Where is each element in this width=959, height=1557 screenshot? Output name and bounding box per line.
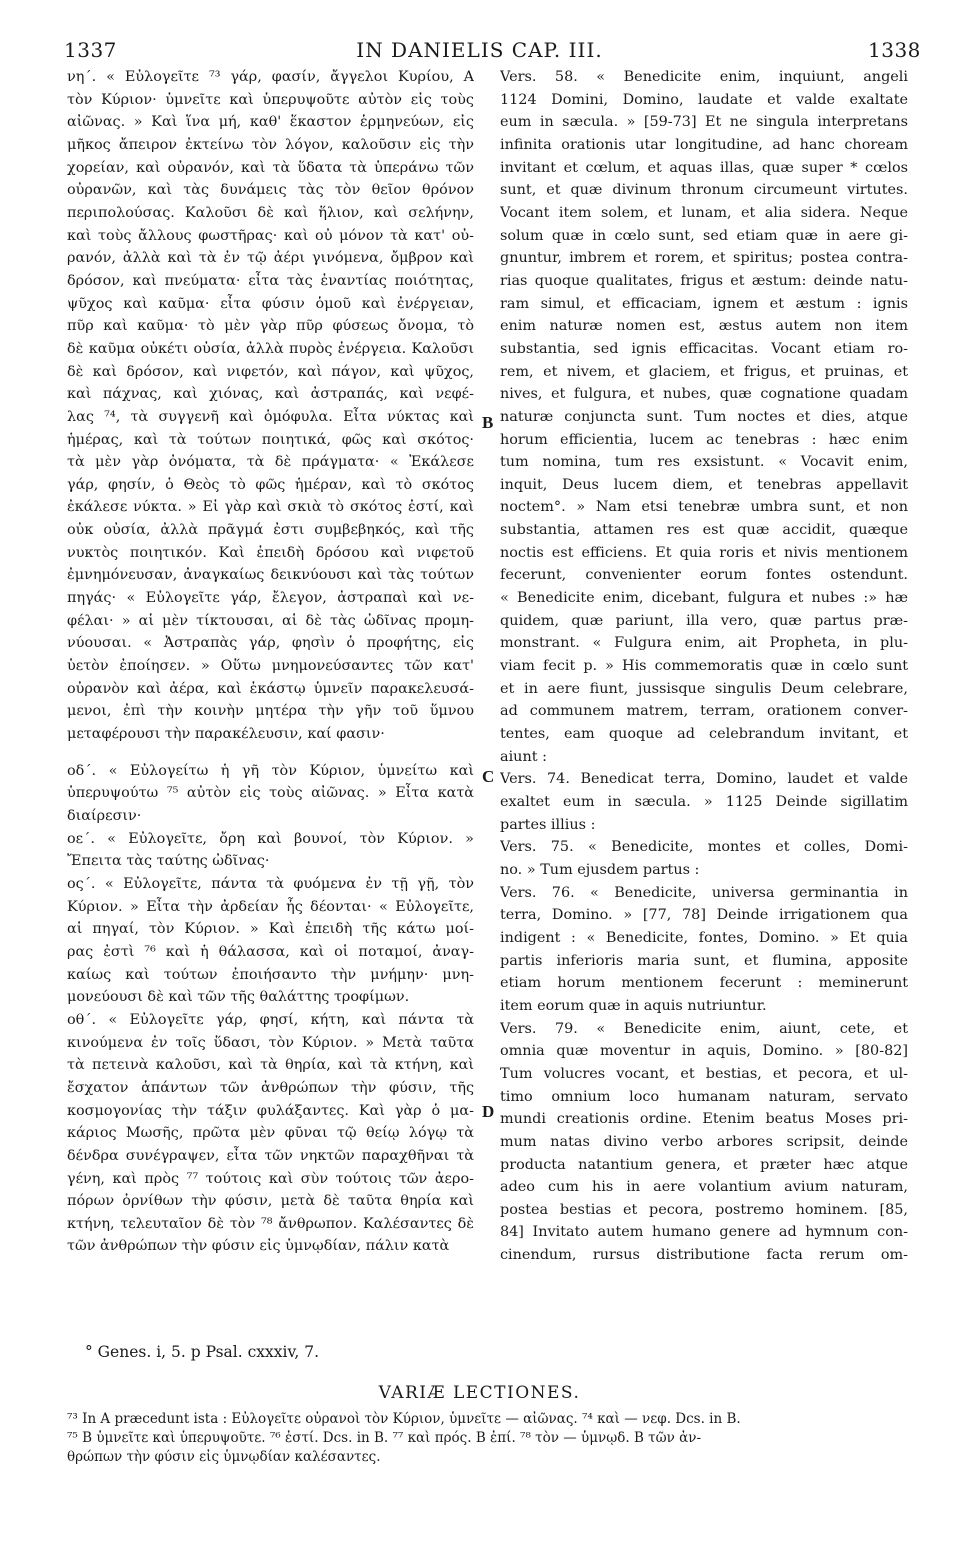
paragraph-gap [67,746,474,760]
text-line: λας ⁷⁴, τὰ συγγενῆ καὶ ὁμόφυλα. Εἶτα νύκτας καὶ [67,408,474,425]
text-line: ἡμέρας, καὶ τὰ τούτων ποιητικά, φῶς καὶ σκότος· [67,431,474,448]
text-line: διαίρεσιν· [67,808,142,824]
text-line: τὸν Κύριον· ὑμνεῖτε καὶ ὑπερυψοῦτε αὐτὸν εἰς τοὺς [67,91,474,108]
text-line: οε΄. « Εὐλογεῖτε, ὄρη καὶ βουνοί, τὸν Κύριον. » [67,830,474,847]
text-line: eum in sæcula. » [59-73] Et ne singula interpretans [500,114,908,131]
text-line: adeo cum his in aere volantium avium naturam, [500,1179,908,1196]
variae-line: ⁷³ In A præcedunt ista : Εὐλογεῖτε οὐρανοὶ τὸν Κύριον, ὑμνεῖτε — αἰῶνας. ⁷⁴ καὶ — νεφ. Dcs. in B. [67,1411,741,1427]
text-line: οὐκ οὐσία, ἀλλὰ πρᾶγμά ἐστι συμβεβηκός, καὶ τῆς [67,522,474,539]
text-line: naturæ conjuncta sunt. Tum noctes et dies, atque [500,408,908,425]
text-line: κτήνη, τελευταῖον δὲ τὸν ⁷⁸ ἄνθρωπον. Καλέσαντες δὲ [67,1215,474,1232]
text-line: αἱ πηγαί, τὸν Κύριον. » Καὶ ἐπειδὴ τῆς κάτω μοί- [67,921,474,938]
text-line: noctem°. » Nam etsi tenebræ umbra sunt, et non [500,499,908,516]
greek-column [67,66,474,1258]
text-line: partis inferioris maria sunt, et flumina, apposite [500,952,908,969]
text-line: item eorum quæ in aquis nutriuntur. [500,997,767,1014]
text-line: αἰῶνας. » Καὶ ἵνα μή, καθ' ἕκαστον ἑρμηνεύων, εἰς [67,114,474,131]
page-number-left: 1337 [64,38,117,62]
page-number-right: 1338 [868,38,921,62]
text-line: καὶ τοὺς ἄλλους φωστῆρας· καὶ οὐ μόνον τὰ κατ' οὐ- [67,227,474,244]
text-line: πηγάς· « Εὐλογεῖτε γάρ, ἔλεγον, ἀστραπαὶ καὶ νε- [67,590,474,607]
text-line: substantia, attamen res est quæ accidit, quæque [500,522,908,539]
text-line: ram simul, et efficaciam, ignem et æstum : ignis [500,295,908,312]
text-line: quidem, quæ pariunt, illa vero, quæ partus præ- [500,612,908,629]
text-line: κινούμενα ἐν τοῖς ὕδασι, τὸν Κύριον. » Μετὰ ταῦτα [67,1034,474,1051]
text-line: τῶν ἀνθρώπων τὴν φύσιν εἰς ὑμνῳδίαν, πάλιν κατὰ [67,1238,450,1255]
text-line: sunt, et quæ divinum thronum circumeunt virtutes. [500,182,908,199]
text-line: substantia, sed ignis efficacitas. Vocant etiam ro- [500,340,908,357]
text-line: fecerunt, convenienter eorum fontes ostendunt. [500,567,908,584]
text-line: 1124 Domini, Domino, laudate et valde exaltate [500,91,908,108]
text-line: δένδρα συνέγραψεν, εἶτα τῶν νηκτῶν παραχθῆναι τὰ [67,1147,474,1164]
text-line: οθ΄. « Εὐλογεῖτε γάρ, φησί, κήτη, καὶ πάντα τὰ [67,1011,474,1028]
text-line: Vers. 76. « Benedicite, universa germinantia in [500,884,908,901]
text-line: ἐκάλεσε νύκτα. » Εἰ γὰρ καὶ σκιὰ τὸ σκότος ἐστί, καὶ [67,499,474,516]
text-line: partes illius : [500,816,596,833]
text-line: χορείαν, καὶ οὐρανόν, καὶ τὰ ὕδατα τὰ ὑπεράνω τῶν [67,159,474,176]
text-line: nives, et fulgura, et nubes, quæ cognatione quadam [500,386,908,403]
text-line: mundi creationis ordine. Etenim beatus Moses pri- [500,1111,908,1128]
text-line: 84] Invitato autem humano genere ad hymnum con- [500,1224,908,1241]
text-line: δρόσον, καὶ πνεύματα· εἶτα τὰς ἐναντίας ποιότητας, [67,272,474,289]
text-line: νυκτὸς ποιητικόν. Καὶ ἐπειδὴ δρόσου καὶ νιφετοῦ [67,544,474,561]
text-line: Tum volucres vocant, et bestias, et pecora, et ul- [500,1065,908,1082]
text-line: ψῦχος καὶ καῦμα· εἶτα φύσιν ὁμοῦ καὶ ἐνέργειαν, [67,295,474,312]
text-line: exaltet eum in sæcula. » 1125 Deinde sigillatim [500,794,908,810]
text-line: terra, Domino. » [77, 78] Deinde irrigationem qua [500,907,908,924]
margin-letter-c: C [482,767,495,786]
text-line: μῆκος ἄπειρον ἐκτείνω τὸν λόγον, καλοῦσιν εἰς τὴν [67,136,474,153]
text-line: ἔσχατον ἁπάντων τῶν ἀνθρώπων τὴν φύσιν, τῆς [67,1079,474,1096]
text-line: inquit, Deus lucem diem, et tenebras appellavit [500,476,908,493]
text-line: invitant et cœlum, et aquas illas, quæ super * cœlos [500,159,908,176]
text-line: νη΄. « Εὐλογεῖτε ⁷³ γάρ, φασίν, ἄγγελοι Κυρίου, A [67,69,474,85]
text-line: Vocant item solem, et lunam, et alia sidera. Neque [500,204,908,221]
text-line: solum quæ in cœlo sunt, sed etiam quæ in aere gi- [500,227,908,244]
text-line: mum natas divino verbo arbores scripsit, deinde [500,1133,908,1150]
text-line: rias quoque qualitates, frigus et æstum: deinde natu- [500,272,908,289]
text-line: Vers. 58. « Benedicite enim, inquiunt, angeli [500,69,908,85]
text-line: ὑετὸν ἐποίησεν. » Οὕτω μνημονεύσαντες τῶν κατ' [67,658,474,675]
text-line: ad communem matrem, terram, orationem conver- [500,703,908,720]
text-line: no. » Tum ejusdem partus : [500,861,700,878]
text-line: τὰ μὲν γὰρ ὀνόματα, τὰ δὲ πράγματα· « Ἐκάλεσε [67,454,474,471]
latin-column [500,66,908,1267]
text-line: οὐρανὸν καὶ ἀέρα, καὶ ἑκάστῳ ὑμνεῖν παρακελευσά- [67,680,474,697]
text-line: ος΄. « Εὐλογεῖτε, πάντα τὰ φυόμενα ἐν τῇ γῇ, τὸν [67,875,474,892]
text-line: μονεύουσι δὲ καὶ τῶν τῆς θαλάττης τροφίμων. [67,989,410,1006]
text-line: καίως καὶ τούτων ἐποιήσαντο τὴν μνήμην· μνη- [67,966,474,983]
text-line: etiam horum mentionem fecerunt : meminerunt [500,975,908,992]
text-line: δὲ καῦμα οὐκέτι οὐσία, ἀλλὰ πυρὸς ἐνέργεια. Καλοῦσι [67,340,474,357]
text-line: aiunt : [500,748,547,765]
text-line: νύουσαι. « Ἀστραπὰς γάρ, φησὶν ὁ προφήτης, εἰς [67,635,474,652]
text-line: Vers. 74. Benedicat terra, Domino, laudet et valde [500,771,908,788]
text-line: indigent : « Benedicite, fontes, Domino. » Et quia [500,929,908,946]
text-line: ἐμνημόνευσαν, ἀναγκαίως δεικνύουσι καὶ τὰς τούτων [67,567,474,584]
text-line: κάριος Μωσῆς, πρῶτα μὲν φῦναι τῷ θείῳ λόγῳ τὰ [67,1125,474,1142]
text-line: τὰ πετεινὰ καλοῦσι, καὶ τὰ θηρία, καὶ τὰ κτήνη, καὶ [67,1057,474,1074]
text-line: πῦρ καὶ καῦμα· τὸ μὲν γὰρ πῦρ φύσεως ὄνομα, τὸ [67,318,474,335]
text-line: viam fecit p. » His commemoratis quæ in cœlo sunt [500,658,908,675]
text-line: οὐρανῶν, καὶ τὰς δυνάμεις τὰς τὸν θεῖον θρόνον [67,182,474,199]
text-line: omnia quæ moventur in aquis, Domino. » [80-82] [500,1043,908,1060]
text-line: ρανόν, ἀλλὰ καὶ τὰ ἐν τῷ ἀέρι γινόμενα, ὄμβρον καὶ [67,250,474,267]
text-line: ὑπερυψούτω ⁷⁵ αὐτὸν εἰς τοὺς αἰῶνας. » Εἶτα κατὰ [67,785,474,802]
margin-letter-d: D [482,1102,495,1121]
text-line: καὶ πάχνας, καὶ χιόνας, καὶ ἀστραπάς, καὶ νεφέ- [67,386,474,403]
text-line: gnuntur, imbrem et rorem, et spiritus; postea contra- [500,250,908,267]
text-line: postea bestias et pecora, postremo hominem. [85, [500,1201,908,1218]
variae-lectiones-title: VARIÆ LECTIONES. [378,1383,581,1403]
text-line: « Benedicite enim, dicebant, fulgura et nubes :» hæ [500,590,908,607]
text-line: Vers. 79. « Benedicite enim, aiunt, cete, et [500,1020,908,1037]
text-line: πόρων ὀρνίθων τὴν φύσιν, μετὰ δὲ ταῦτα θηρία καὶ [67,1193,474,1210]
text-line: κοσμογονίας τὴν τάξιν φυλάξαντες. Καὶ γὰρ ὁ μα- [67,1102,474,1119]
variae-line: θρώπων τὴν φύσιν εἰς ὑμνῳδίαν καλέσαντες. [67,1449,381,1465]
text-line: tentes, eam quoque ad celebrandum invitant, et [500,726,908,743]
text-line: μεταφέρουσι τὴν παρακέλευσιν, καί φασιν· [67,726,385,743]
text-line: infinita orationis utar longitudine, ad hanc choream [500,136,908,153]
text-line: noctis est efficiens. Et quia roris et nivis mentionem [500,544,908,561]
text-line: monstrant. « Fulgura enim, ait Propheta, in plu- [500,635,908,652]
text-line: περιπολούσας. Καλοῦσι δὲ καὶ ἥλιον, καὶ σελήνην, [67,204,474,221]
text-line: γένη, καὶ πρὸς ⁷⁷ τούτοις καὶ σὺν τούτοις τῶν ἀερο- [67,1170,474,1187]
margin-letter-b: B [482,413,494,432]
text-line: Κύριον. » Εἶτα τὴν ἀρδείαν ἧς δέονται· « Εὐλογεῖτε, [67,898,474,915]
text-line: timo omnium loco humanam naturam, servato [500,1088,908,1105]
text-line: ρας ἐστὶ ⁷⁶ καὶ ἡ θάλασσα, καὶ οἱ ποταμοί, ἀναγ- [67,943,474,960]
text-line: rem, et nivem, et glaciem, et frigus, et pruinas, et [500,363,908,380]
text-line: Ἔπειτα τὰς ταύτης ὠδῖνας· [67,853,270,870]
running-head: IN DANIELIS CAP. III. [356,38,603,62]
text-line: φέλαι· » αἱ μὲν τίκτουσαι, αἱ δὲ τὰς ὠδῖνας προμη- [67,612,474,629]
variae-line: ⁷⁵ B ὑμνεῖτε καὶ ὑπερυψοῦτε. ⁷⁶ ἐστί. Dcs. in B. ⁷⁷ καὶ πρός. B ἐπί. ⁷⁸ τὸν — ὑμνῳδ. B τῶν ἀν- [67,1430,702,1446]
text-line: cinendum, rursus distributione facta rerum om- [500,1247,908,1264]
text-line: γάρ, φησίν, ὁ Θεὸς τὸ φῶς ἡμέραν, καὶ τὸ σκότος [67,476,474,493]
text-line: μενοι, ἐπὶ τὴν κοινὴν μητέρα τὴν γῆν τοῦ ὕμνου [67,703,474,720]
footnote: ° Genes. i, 5. p Psal. cxxxiv, 7. [85,1343,320,1361]
text-line: δὲ καὶ δρόσον, καὶ νιφετόν, καὶ πάγον, καὶ ψῦχος, [67,363,474,380]
text-line: producta natantium genera, et præter hæc atque [500,1156,908,1173]
text-line: tum nomina, tum res exsistunt. « Vocavit enim, [500,454,908,471]
text-line: Vers. 75. « Benedicite, montes et colles, Domi- [500,839,908,856]
text-line: οδ΄. « Εὐλογείτω ἡ γῆ τὸν Κύριον, ὑμνείτω καὶ [67,762,474,779]
text-line: enim naturæ nomen est, æstus autem non item [500,318,908,335]
text-line: et in aere fiunt, jussisque singulis Deum celebrare, [500,680,908,697]
text-line: horum efficientia, lucem ac tenebras : hæc enim [500,431,908,448]
